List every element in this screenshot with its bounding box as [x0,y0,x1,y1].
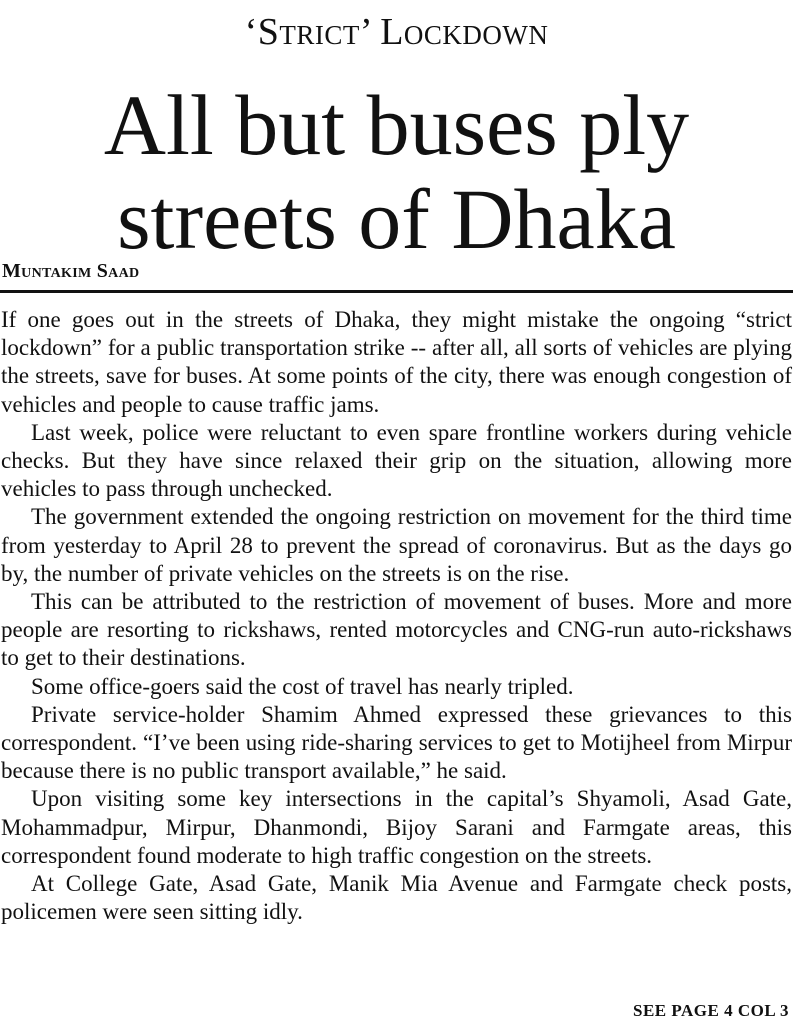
article-paragraph: The government extended the ongoing restriction on movement for the third time from yesterday to April 28 to prevent the spread of coronavirus. But as the days go by, the number of private vehicles on the streets is on the rise. [1,504,792,586]
article-paragraph: If one goes out in the streets of Dhaka, they might mistake the ongoing “strict lockdown” for a public transportation strike -- after all, all sorts of vehicles are plying the streets, save for buses. At some points of the city, there was enough congestion of vehicles and people to cause traffic jams. [1,307,792,417]
article-paragraph: At College Gate, Asad Gate, Manik Mia Avenue and Farmgate check posts, policemen were seen sitting idly. [1,871,792,925]
article-paragraph: This can be attributed to the restriction of movement of buses. More and more people are resorting to rickshaws, rented motorcycles and CNG-run auto-rickshaws to get to their destinations. [1,589,792,671]
byline: Muntakim Saad [2,260,140,282]
article-paragraph: Some office-goers said the cost of travel has nearly tripled. [31,673,574,699]
article-paragraph: Last week, police were reluctant to even spare frontline workers during vehicle checks. But they have since relaxed their grip on the situation, allowing more vehicles to pass through unchecked. [1,419,792,502]
headline [0,78,793,266]
byline-divider [0,290,793,293]
kicker: ‘Strict’ Lockdown [244,11,549,53]
continuation-jump-line: SEE PAGE 4 COL 3 [633,1001,789,1020]
article-paragraph: Upon visiting some key intersections in the capital’s Shyamoli, Asad Gate, Mohammadpur, Mirpur, Dhanmondi, Bijoy Sarani and Farmgate areas, this correspondent found moderate to high traffic congestion on the streets. [1,786,792,868]
article-body [1,306,792,926]
article-paragraph: Private service-holder Shamim Ahmed expressed these grievances to this correspondent. “I’ve been using ride-sharing services to get to Motijheel from Mirpur because there is no public transport available,” he said. [1,701,792,784]
headline-line-1: All but buses ply [103,77,690,173]
headline-line-2: streets of Dhaka [117,171,676,267]
